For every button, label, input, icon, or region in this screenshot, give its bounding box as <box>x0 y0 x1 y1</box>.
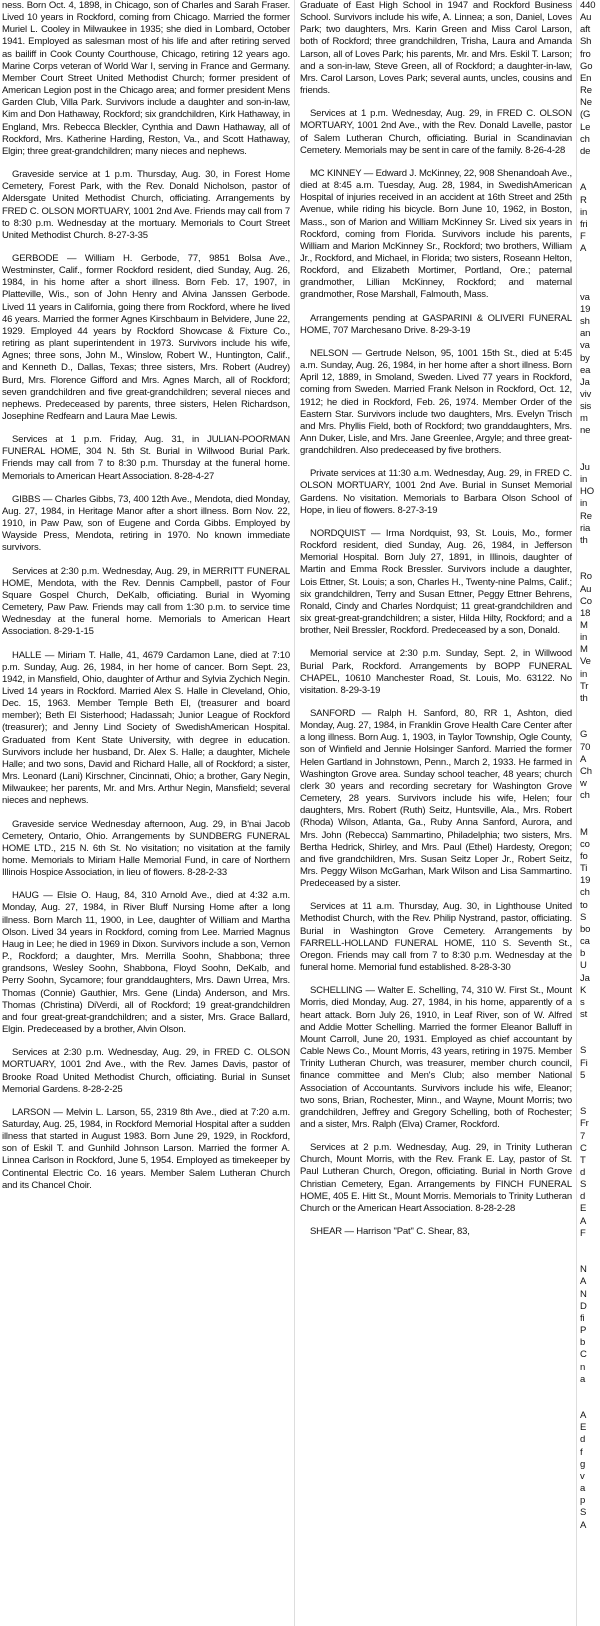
cropped-line-fragment: Ti <box>580 863 588 875</box>
obituary-column-1 <box>2 0 290 1626</box>
cropped-line-fragment: aft <box>580 24 591 36</box>
cropped-line-fragment: R <box>580 194 587 206</box>
cropped-line-fragment: Ro <box>580 571 592 583</box>
cropped-line-fragment: A <box>580 753 587 765</box>
obituary-paragraph: Services at 2:30 p.m. Wednesday, Aug. 29, in FRED C. OLSON MORTUARY, 1001 2nd Ave., with the Rev. James Davis, pastor of Brooke Road United Methodist Church, officiating. Burial in Sunset Memorial Gardens. 8-28-2-25 <box>2 1047 290 1095</box>
cropped-line-fragment: F <box>580 1227 586 1239</box>
cropped-line-fragment: n <box>580 1361 586 1373</box>
cropped-line-fragment: fo <box>580 850 588 862</box>
obituary-paragraph: HALLE — Miriam T. Halle, 41, 4679 Cardamon Lane, died at 7:10 p.m. Sunday, Aug. 26, 1984, in her home of cancer. Born Sept. 23, 1942, in Mansfield, Ohio, daughter of Arthur and Sylvia Zychich Negin. Lived 14 years in Rockford. Married Alex S. Halle in Cleveland, Ohio, Dec. 15, 1963. Member Temple Beth El, (treasurer and board member); Beth El Sisterhood; Hadassah; Junior League of Rockford (treasurer); and Jenny Lind Society of SwedishAmerican Hospital. Graduated from Kent State University, with degree in education. Survivors include her husband, Dr. Alex S. Halle; a daughter, Michele Halle; and two sons, David and Richard Halle, all of Rockford; a sister, Mrs. Leonard (Lani) Kirschner, Cincinnati, Ohio; a brother, Gary Negin, Milwaukee; her parents, Mr. and Mrs. Arthur Negin, Mansfield; several nieces and nephews. <box>2 649 290 807</box>
cropped-line-fragment: A <box>580 243 587 255</box>
cropped-line-fragment <box>580 1240 600 1252</box>
cropped-line-fragment <box>580 547 600 559</box>
cropped-line-fragment: Fr <box>580 1118 589 1130</box>
cropped-line-fragment: ria <box>580 522 591 534</box>
cropped-line-fragment: in <box>580 632 588 644</box>
cropped-line-fragment: Tr <box>580 680 589 692</box>
cropped-line-fragment <box>580 802 600 814</box>
cropped-line-fragment: va <box>580 291 590 303</box>
cropped-line-fragment: d <box>580 1434 586 1446</box>
cropped-line-fragment <box>580 267 600 279</box>
cropped-line-fragment: S <box>580 1106 587 1118</box>
cropped-line-fragment: A <box>580 1519 587 1531</box>
cropped-line-fragment <box>580 1082 600 1094</box>
obituary-paragraph: Graveside service Wednesday afternoon, Aug. 29, in B'nai Jacob Cemetery, Ontario, Ohio. Arrangements by SUNDBERG FUNERAL HOME LTD., 215 N. 6th St. No visitation; no visitation at the family home. Memorials to Miriam Halle Memorial Fund, in care of Northern Illinois Hospice Association, in lieu of flowers. 8-28-2-33 <box>2 818 290 879</box>
cropped-line-fragment: 18 <box>580 607 591 619</box>
column-rule <box>576 0 577 1626</box>
cropped-line-fragment: (G <box>580 109 591 121</box>
cropped-line-fragment <box>580 158 600 170</box>
cropped-line-fragment: S <box>580 911 587 923</box>
cropped-line-fragment: 19 <box>580 875 591 887</box>
cropped-line-fragment: Re <box>580 510 592 522</box>
cropped-line-fragment: G <box>580 729 588 741</box>
cropped-line-fragment: Re <box>580 85 592 97</box>
cropped-line-fragment: p <box>580 1495 586 1507</box>
cropped-line-fragment: bo <box>580 923 591 935</box>
cropped-line-fragment: S <box>580 1507 587 1519</box>
cropped-line-fragment: Ju <box>580 461 590 473</box>
cropped-line-fragment <box>580 1033 600 1045</box>
cropped-line-fragment: ca <box>580 936 590 948</box>
obituary-paragraph: Services at 11 a.m. Thursday, Aug. 30, in Lighthouse United Methodist Church, with the Rev. Philip Nystrand, pastor, officiating. Burial in Washington Grove Cemetery. Arrangements by FARRELL-HOLLAND FUNERAL HOME, 110 S. Seventh St., Oregon. Friends may call from 7 to 8:30 p.m. Wednesday at the funeral home. Memorial fund established. 8-28-3-30 <box>300 901 572 974</box>
cropped-line-fragment: ch <box>580 790 590 802</box>
cropped-line-fragment: w <box>580 778 587 789</box>
cropped-line-fragment: E <box>580 1422 587 1434</box>
obituary-paragraph: Services at 2 p.m. Wednesday, Aug. 29, in Trinity Lutheran Church, Mount Morris, with the Rev. Frank E. Lay, pastor of St. Paul Lutheran Church, Oregon, officiating. Burial in North Grove Christian Cemetery, Egan. Arrangements by FINCH FUNERAL HOME, 405 E. Hitt St., Mount Morris. Memorials to Trinity Lutheran Church or the American Heart Association. 8-28-2-28 <box>300 1142 572 1214</box>
obituary-paragraph: MC KINNEY — Edward J. McKinney, 22, 908 Shenandoah Ave., died at 8:45 a.m. Tuesday, Aug. 28, 1984, in SwedishAmerican Hospital of injuries received in an accident at 16th Street and 25th Avenue, while riding his bicycle. Born June 10, 1962, in Boston, Mass., son of Marion and William McKinney Sr. Lived six years in Rockford, coming from Florida. Survivors include his parents, William and Marion McKinney Sr., Rockford; two brothers, William Jr., Rockford, and Michael, in Florida; two sisters, Roseann Helton, Rockford, and Elizabeth Mortimer, Portland, Ore.; paternal grandmother, Lillian McKinney, Rockford; and maternal grandmother, Rose Marshall, Falmouth, Mass. <box>300 167 572 301</box>
obituary-paragraph: Services at 2:30 p.m. Wednesday, Aug. 29, in MERRITT FUNERAL HOME, Mendota, with the Rev. Dennis Campbell, pastor of Four Square Gospel Church, DeKalb, officiating. Burial in Wyoming Cemetery, Paw Paw. Friends may call from 1:30 p.m. to service time Wednesday at the funeral home. Memorials to American Heart Association. 8-29-1-15 <box>2 565 290 638</box>
cropped-line-fragment: fro <box>580 48 591 60</box>
cropped-line-fragment <box>580 1094 600 1106</box>
cropped-line-fragment: En <box>580 72 592 84</box>
cropped-line-fragment: P <box>580 1325 587 1337</box>
cropped-line-fragment: 19 <box>580 303 591 315</box>
cropped-line-fragment: S <box>580 1045 587 1057</box>
cropped-line-fragment: Ja <box>580 376 590 388</box>
cropped-line-fragment <box>580 255 600 267</box>
cropped-line-fragment: 440 <box>580 0 596 11</box>
obituary-column-3-cropped <box>580 0 600 1626</box>
cropped-line-fragment <box>580 1252 600 1264</box>
cropped-line-fragment: co <box>580 838 590 850</box>
cropped-line-fragment: N <box>580 1288 587 1300</box>
obituary-paragraph: Services at 1 p.m. Wednesday, Aug. 29, in FRED C. OLSON MORTUARY, 1001 2nd Ave., with the Rev. Donald Lavelle, pastor of Salem Lutheran Church, officiating. Burial in Scandinavian Cemetery. Memorials may be sent in care of the family. 8-26-4-28 <box>300 108 572 156</box>
cropped-line-fragment: fri <box>580 218 588 230</box>
cropped-line-fragment: S <box>580 1179 587 1191</box>
cropped-line-fragment: Ja <box>580 972 590 984</box>
cropped-line-fragment <box>580 705 600 717</box>
cropped-line-fragment: Le <box>580 121 591 133</box>
cropped-line-fragment: A <box>580 1410 587 1422</box>
obituary-paragraph: Services at 1 p.m. Friday, Aug. 31, in JULIAN-POORMAN FUNERAL HOME, 304 N. 5th St. Burial in Willwood Burial Park. Friends may call from 7 to 8:30 p.m. Thursday at the funeral home. Memorials to American Heart Association. 8-28-4-27 <box>2 434 290 482</box>
cropped-line-fragment: A <box>580 1276 587 1288</box>
cropped-line-fragment: Au <box>580 12 592 24</box>
cropped-line-fragment: in <box>580 668 588 680</box>
cropped-line-fragment: g <box>580 1458 586 1470</box>
cropped-line-fragment: fi <box>580 1312 585 1324</box>
cropped-line-fragment: by <box>580 352 590 364</box>
cropped-line-fragment: st <box>580 1008 588 1020</box>
cropped-line-fragment: th <box>580 534 588 546</box>
obituary-paragraph: NORDQUIST — Irma Nordquist, 93, St. Louis, Mo., former Rockford resident, died Sunday, Aug. 26, 1984, in Jefferson Memorial Hospital. Born July 27, 1891, in Illinois, daughter of Martin and Emma Rock Bressler. Survivors include a daughter, Lois Ettner, St. Louis; a son, Charles H., Twenty-nine Palms, Calif.; six grandchildren, Terry and Susan Ettner, Peggy Ettner Behrens, Ronald, Cindy and Charles Nordquist; 11 great-grandchildren and six great-great-grandchildren; a sister, Hilda Hilty, Rockford; and a brother, Neil Bressler, Rockford. Predeceased by a son, Donald. <box>300 527 572 637</box>
obituary-paragraph: NELSON — Gertrude Nelson, 95, 1001 15th St., died at 5:45 a.m. Sunday, Aug. 26, 1984, in her home after a short illness. Born April 12, 1889, in Smoland, Sweden. Lived 77 years in Rockford, coming from Sweden. Married Frank Nelson in Rockford, Oct. 12, 1912; he died in Rockford, Feb. 26, 1974. Member Order of the Eastern Star. Survivors include two daughters, Mrs. Evelyn Trisch and Mrs. Phyllis Field, both of Rockford; two granddaughters, Mrs. Ann Duker, Lisle, and Mrs. Jane Greenlee, Argyle; and three great-grandchildren. Also predeceased by five brothers. <box>300 347 572 457</box>
cropped-line-fragment: m <box>580 413 588 425</box>
cropped-line-fragment: Ne <box>580 97 592 109</box>
cropped-line-fragment: N <box>580 1264 587 1276</box>
cropped-line-fragment: sis <box>580 401 592 413</box>
cropped-line-fragment: Go <box>580 60 593 72</box>
obituary-paragraph: GERBODE — William H. Gerbode, 77, 9851 Bolsa Ave., Westminster, Calif., former Rockford resident, died Sunday, Aug. 26, 1984, in his home after a short illness. Born Feb. 17, 1907, in Platteville, Wis., son of John Henry and Alvina Janssen Gerbode. Lived 11 years in California, going there from Rockford, where he lived 46 years. Married the former Agnes Kirschbaum in Belvidere, June 22, 1929. Employed 44 years by Rockford Showcase & Fixture Co., retiring as plant superintendent in 1973. Survivors include his wife, Agnes; three sons, John M., Winslow, Robert W., Huntington, Calif., and Kenneth D., Dallas, Texas; three sisters, Mrs. Robert (Audrey) Burd, Mrs. Florence Gifford and Mrs. Agnes March, all of Rockford; seven grandchildren and five great-grandchildren; several nieces and nephews. Predeceased by parents, three sisters, Helen Richardson, Josephine Redfearn and Laura Mae Lewis. <box>2 252 290 422</box>
cropped-line-fragment <box>580 170 600 182</box>
obituary-paragraph: Private services at 11:30 a.m. Wednesday, Aug. 29, in FRED C. OLSON MORTUARY, 1001 2nd Ave. Burial in Sunset Memorial Gardens. No visitation. Memorials to Barbara Olson School of Hope, in lieu of flowers. 8-27-3-19 <box>300 468 572 516</box>
cropped-line-fragment: s <box>580 996 585 1008</box>
cropped-line-fragment: in <box>580 498 588 510</box>
cropped-line-fragment: Ch <box>580 765 592 777</box>
cropped-line-fragment <box>580 1398 600 1410</box>
cropped-line-fragment: in <box>580 206 588 218</box>
cropped-line-fragment: K <box>580 984 587 996</box>
obituary-paragraph: Arrangements pending at GASPARINI & OLIVERI FUNERAL HOME, 707 Marchesano Drive. 8-29-3-19 <box>300 312 572 336</box>
obituary-paragraph: SCHELLING — Walter E. Schelling, 74, 310 W. First St., Mount Morris, died Monday, Aug. 27, 1984, in his home, apparently of a heart attack. Born July 26, 1910, in Leaf River, son of W. Alfred and Addie Motter Schelling. Married the former Eleanor Balluff in Mount Carroll, June 20, 1931. Employed as chief accountant by Cable News Co., Mount Morris, 43 years, retiring in 1975. Member Trinity Lutheran Church, was treasurer, member church council, finance committee and Men's Club; also member National Association of Accountants. Survivors include his wife, Eleanor; two sons, Brian, Rochester, Minn., and Wayne, Mount Morris; two grandchildren, Jeffrey and Gregory Schelling, both of Rochester; and a sister, Mrs. Ralph (Elva) Cramer, Rockford. <box>300 985 572 1130</box>
cropped-line-fragment: HO <box>580 486 594 498</box>
cropped-line-fragment: U <box>580 960 587 972</box>
cropped-line-fragment <box>580 1386 600 1398</box>
cropped-line-fragment: ch <box>580 133 590 145</box>
cropped-line-fragment: Co <box>580 595 592 607</box>
obituary-paragraph: Memorial service at 2:30 p.m. Sunday, Sept. 2, in Willwood Burial Park, Rockford. Arrangements by BOPP FUNERAL CHAPEL, 10610 Manchester Road, St. Louis, Mo. 63122. No visitation. 8-29-3-19 <box>300 648 572 696</box>
obituary-paragraph: GIBBS — Charles Gibbs, 73, 400 12th Ave., Mendota, died Monday, Aug. 27, 1984, in Heritage Manor after a short illness. Born Nov. 22, 1910, in Paw Paw, son of Eugene and Corda Gibbs. Employed by Wayside Press, Mendota, retiring in 1970. No known immediate survivors. <box>2 493 290 554</box>
obituary-paragraph: LARSON — Melvin L. Larson, 55, 2319 8th Ave., died at 7:20 a.m. Saturday, Aug. 25, 1984, in Rockford Memorial Hospital after a sudden illness that started in August 1983. Born June 29, 1929, in Rockford, son of Eskil T. and Gunhild Johnson Larson. Married the former A. Linnea Carlson in Rockford, June 5, 1954. Employed as timekeeper by Continental Electric Co. 16 years. Member Salem Lutheran Church and its Chancel Choir. <box>2 1106 290 1191</box>
cropped-line-fragment: Sh <box>580 36 592 48</box>
cropped-line-fragment: ne <box>580 425 591 437</box>
obituary-paragraph: SANFORD — Ralph H. Sanford, 80, RR 1, Ashton, died Monday, Aug. 27, 1984, in Franklin Grove Health Care Center after a long illness. Born Aug. 1, 1903, in Taylor Township, Ogle County, son of Winfield and Jennie Holsinger Sanford. Married the former Helen Gartland in Johnstown, Penn., March 2, 1933. He farmed in Washington Grove area. Sunday school teacher, 48 years; church clerk 30 years and recording secretary for Washington Grove Cemetery, 28 years. Survivors include his wife, Helen; four daughters, Mrs. Robert (Ruth) Seitz, Huntsville, Ala., Mrs. Robert (Rhoda) Wilson, Atlanta, Ga., Ruby Anna Sanford, Aurora, and Mrs. John (Rebecca) Sammartino, Philadelphia; two sisters, Mrs. Bertha Hedrick, Shirley, and Mrs. Paul (Ethel) Hardesty, Oregon; and five grandchildren, Mrs. Susan Seitz Loper Jr., Robert Seitz, Mrs. Peggy Wilson McGarhan, Mark Wilson and Lisa Sammartino. Predeceased by a sister. <box>300 707 572 890</box>
cropped-line-fragment: C <box>580 1349 587 1361</box>
cropped-line-fragment: 7 <box>580 1130 586 1142</box>
cropped-line-fragment <box>580 450 600 462</box>
cropped-line-fragment: M <box>580 826 588 838</box>
cropped-line-fragment: to <box>580 899 588 911</box>
cropped-line-fragment: v <box>580 1470 585 1482</box>
cropped-line-fragment: d <box>580 1167 586 1178</box>
obituary-column-2 <box>300 0 572 1626</box>
cropped-line-fragment: A <box>580 182 587 194</box>
cropped-line-fragment: va <box>580 340 590 352</box>
cropped-line-fragment: 70 <box>580 741 591 753</box>
cropped-line-fragment: D <box>580 1300 587 1312</box>
cropped-line-fragment: f <box>580 1446 583 1458</box>
obituary-paragraph: ness. Born Oct. 4, 1898, in Chicago, son of Charles and Sarah Fraser. Lived 10 years in Rockford, coming from Chicago. Married the former Muriel L. Cooley in Milwaukee in 1935; she died in Lombard, October 1941. Employed as salesman most of his life and after retiring served as bailiff in Cook County Courthouse, Chicago, retiring 12 years ago. Marine Corps veteran of World War I, serving in France and Germany. Member Court Street United Methodist Church; former president of American Legion post in the Chicago area; and former president Mens Garden Club, Villa Park. Survivors include a daughter and son-in-law, Kim and Don Hathaway, Rockford; six grandchildren, Kirk Hathaway, in England, Mrs. Rebecca Bleckler, Cynthia and Dawn Hathaway, all of Rockford, Mrs. Katherine Harding, Reston, Va., and Scott Hathaway, Elgin; three great-grandchildren; many nieces and nephews. <box>2 0 290 157</box>
cropped-line-fragment: T <box>580 1154 586 1166</box>
cropped-line-fragment: Fi <box>580 1057 588 1069</box>
cropped-line-fragment: Ve <box>580 656 591 668</box>
column-rule <box>294 0 295 1626</box>
cropped-line-fragment: Au <box>580 583 592 595</box>
obituary-paragraph: SHEAR — Harrison "Pat" C. Shear, 83, <box>310 1226 470 1238</box>
cropped-line-fragment: a <box>580 1483 586 1495</box>
obituary-paragraph: Graveside service at 1 p.m. Thursday, Aug. 30, in Forest Home Cemetery, Forest Park, with the Rev. Donald Nicholson, pastor of Aldersgate United Methodist Church, officiating. Arrangements by FRED C. OLSON MORTUARY, 1001 2nd Ave. Friends may call from 7 to 8:30 p.m. Wednesday at the mortuary. Memorials to Court Street United Methodist Church. 8-27-3-35 <box>2 169 290 241</box>
cropped-line-fragment: th <box>580 692 588 704</box>
cropped-line-fragment <box>580 717 600 729</box>
cropped-line-fragment: in <box>580 474 588 486</box>
cropped-line-fragment: E <box>580 1203 587 1215</box>
cropped-line-fragment <box>580 559 600 571</box>
cropped-line-fragment: viv <box>580 389 592 400</box>
obituary-paragraph: HAUG — Elsie O. Haug, 84, 310 Arnold Ave., died at 4:32 a.m. Monday, Aug. 27, 1984, in River Bluff Nursing Home after a long illness. Born March 11, 1900, in Lee, daughter of William and Martha Olson. Lived 34 years in Rockford, coming from Lee. Married Magnus Haug in Lee; he died in 1969 in Dixon. Survivors include a son, Vernon P., Rockford; a daughter, Mrs. Merrilla Soohn, Shabbona; three grandsons, Wesley Soohn, Shabbona, Floyd Soohn, DeKalb, and Perry Soohn, Sycamore; four granddaughters, Mrs. Dawn Urrea, Mrs. Thomas (Connie) Gauthier, Mrs. Gene (Linda) Anderson, and Mrs. Thomas (Christina) DiVerdi, all of Rockford; 19 great-grandchildren and four great-great-grandchildren; and a sister, Mrs. Grace Ballard, Elgin. Predeceased by a brother, Alvin Olson. <box>2 890 290 1036</box>
cropped-line-fragment: an <box>580 328 591 340</box>
cropped-line-fragment: b <box>580 948 586 960</box>
cropped-line-fragment: d <box>580 1191 586 1203</box>
cropped-line-fragment <box>580 1021 600 1033</box>
cropped-line-fragment: F <box>580 230 586 242</box>
cropped-line-fragment: ea <box>580 364 591 376</box>
cropped-line-fragment: a <box>580 1373 586 1385</box>
cropped-line-fragment: M <box>580 644 588 656</box>
cropped-line-fragment: 5 <box>580 1069 586 1081</box>
cropped-line-fragment: A <box>580 1215 587 1227</box>
obituary-paragraph: Graduate of East High School in 1947 and Rockford Business School. Survivors include his wife, A. Linnea; a son, Daniel, Loves Park; two daughters, Mrs. Karin Green and Miss Carol Larson, both of Rockford; three grandchildren, Trisha, Laura and Amanda Larson, all of Loves Park; his parents, Mr. and Mrs. Eskil T. Larson; and a son-in-law, Steve Green, all of Rockford; a daughter-in-law, Mrs. Carol Larson, Loves Park; several aunts, uncles, cousins and friends. <box>300 0 572 97</box>
cropped-line-fragment: sh <box>580 316 590 328</box>
cropped-line-fragment: C <box>580 1142 587 1154</box>
cropped-line-fragment: M <box>580 619 588 631</box>
cropped-line-fragment <box>580 438 600 450</box>
cropped-line-fragment: b <box>580 1337 586 1349</box>
cropped-line-fragment: de <box>580 145 591 157</box>
cropped-line-fragment <box>580 280 600 292</box>
cropped-line-fragment <box>580 814 600 826</box>
cropped-line-fragment: ch <box>580 887 590 899</box>
